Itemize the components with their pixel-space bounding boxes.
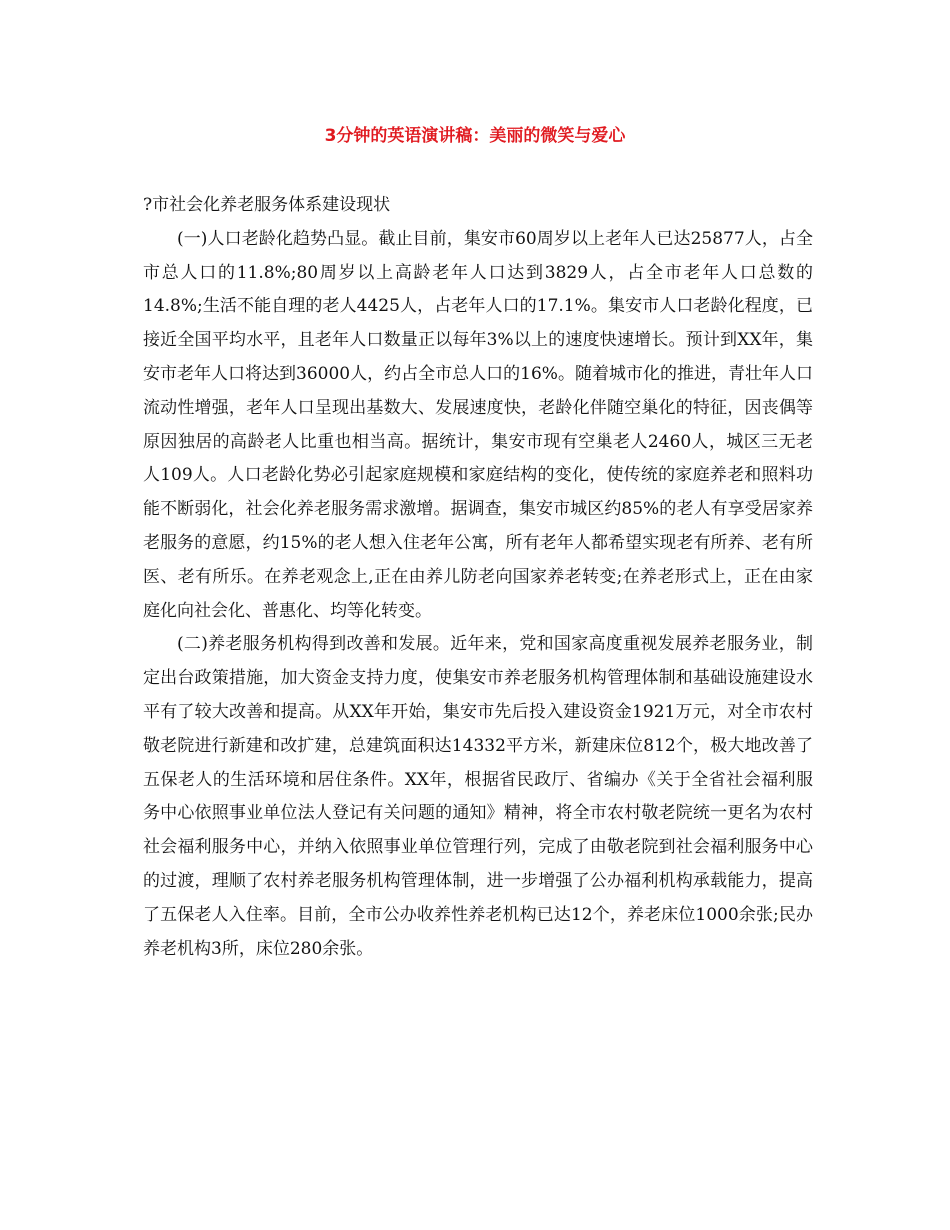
paragraph-elderly-care-institutions: (二)养老服务机构得到改善和发展。近年来，党和国家高度重视发展养老服务业，制定出台政策措施，加大资金支持力度，使集安市养老服务机构管理体制和基础设施建设水平有了较大改善和提高。从XX年开始，集安市先后投入建设资金1921万元，对全市农村敬老院进行新建和改扩建，总建筑面积达14332平方米，新建床位812个，极大地改善了五保老人的生活环境和居住条件。XX年，根据省民政厅、省编办《关于全省社会福利服务中心依照事业单位法人登记有关问题的通知》精神，将全市农村敬老院统一更名为农村社会福利服务中心，并纳入依照事业单位管理行列，完成了由敬老院到社会福利服务中心的过渡，理顺了农村养老服务机构管理体制，进一步增强了公办福利机构承载能力，提高了五保老人入住率。目前，全市公办收养性养老机构已达12个，养老床位1000余张;民办养老机构3所，床位280余张。 <box>143 634 813 959</box>
paragraph-population-aging: (一)人口老龄化趋势凸显。截止目前，集安市60周岁以上老年人已达25877人，占全市总人口的11.8%;80周岁以上高龄老年人口达到3829人，占全市老年人口总数的14.8%;生活不能自理的老人4425人，占老年人口的17.1%。集安市人口老龄化程度，已接近全国平均水平，且老年人口数量正以每年3%以上的速度快速增长。预计到XX年，集安市老年人口将达到36000人，约占全市总人口的16%。随着城市化的推进，青壮年人口流动性增强，老年人口呈现出基数大、发展速度快，老龄化伴随空巢化的特征，因丧偶等原因独居的高龄老人比重也相当高。据统计，集安市现有空巢老人2460人，城区三无老人109人。人口老龄化势必引起家庭规模和家庭结构的变化，使传统的家庭养老和照料功能不断弱化，社会化养老服务需求激增。据调查，集安市城区约85%的老人有享受居家养老服务的意愿，约15%的老人想入住老年公寓，所有老年人都希望实现老有所养、老有所医、老有所乐。在养老观念上,正在由养儿防老向国家养老转变;在养老形式上，正在由家庭化向社会化、普惠化、均等化转变。 <box>143 228 813 621</box>
section-heading: ?市社会化养老服务体系建设现状 <box>143 195 391 215</box>
document-body <box>143 189 813 966</box>
document-title: 3分钟的英语演讲稿：美丽的微笑与爱心 <box>324 126 626 146</box>
